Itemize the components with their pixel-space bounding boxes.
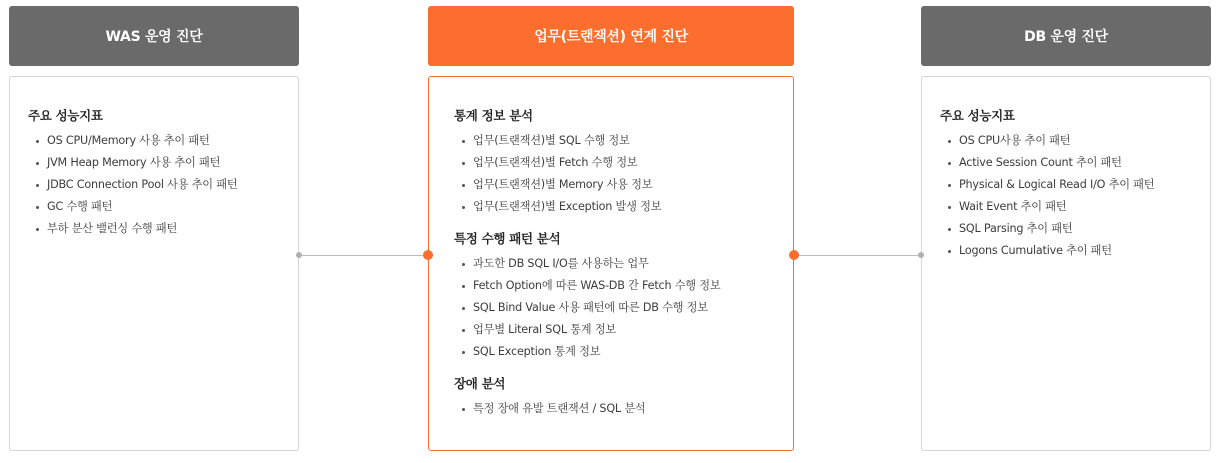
list-item: OS CPU사용 추이 패턴 [940, 130, 1192, 152]
list-item: Wait Event 추이 패턴 [940, 196, 1192, 218]
list-item: 과도한 DB SQL I/O를 사용하는 업무 [454, 253, 775, 275]
db-diagnosis-column [921, 6, 1211, 451]
connector-line-left [299, 255, 428, 256]
list-item: Active Session Count 추이 패턴 [940, 152, 1192, 174]
section-title: 특정 수행 패턴 분석 [454, 231, 561, 246]
was-diagnosis-header [9, 6, 299, 66]
list-item: 업무별 Literal SQL 통계 정보 [454, 319, 775, 341]
list-item: SQL Parsing 추이 패턴 [940, 218, 1192, 240]
list-item: JVM Heap Memory 사용 추이 패턴 [28, 152, 280, 174]
section-title: 주요 성능지표 [940, 108, 1015, 123]
list-item: Logons Cumulative 추이 패턴 [940, 240, 1192, 262]
list-item: GC 수행 패턴 [28, 196, 280, 218]
tx-section-statistics [454, 108, 775, 218]
list-item: Fetch Option에 따른 WAS-DB 간 Fetch 수행 정보 [454, 275, 775, 297]
section-title: 통계 정보 분석 [454, 108, 533, 123]
was-diagnosis-column [9, 6, 299, 451]
list-item: 업무(트랜잭션)별 Exception 발생 정보 [454, 196, 775, 218]
list-item: JDBC Connection Pool 사용 추이 패턴 [28, 174, 280, 196]
list-item: 업무(트랜잭션)별 SQL 수행 정보 [454, 130, 775, 152]
list-item: SQL Bind Value 사용 패턴에 따른 DB 수행 정보 [454, 297, 775, 319]
list-item: 업무(트랜잭션)별 Fetch 수행 정보 [454, 152, 775, 174]
connector-line-right [794, 255, 921, 256]
db-diagnosis-title: DB 운영 진단 [1024, 29, 1108, 45]
db-diagnosis-header [921, 6, 1211, 66]
connector-dot-was [296, 252, 302, 258]
was-section-performance [28, 108, 280, 240]
db-section-performance [940, 108, 1192, 262]
transaction-diagnosis-header [428, 6, 794, 66]
tx-section-pattern [454, 231, 775, 363]
list-item: 특정 장애 유발 트랜잭션 / SQL 분석 [454, 398, 775, 420]
list-item: Physical & Logical Read I/O 추이 패턴 [940, 174, 1192, 196]
tx-section-failure [454, 376, 775, 420]
list-item: OS CPU/Memory 사용 추이 패턴 [28, 130, 280, 152]
was-diagnosis-box [9, 76, 299, 451]
db-diagnosis-box [921, 76, 1211, 451]
transaction-diagnosis-column [428, 6, 794, 451]
list-item: 업무(트랜잭션)별 Memory 사용 정보 [454, 174, 775, 196]
connector-dot-transaction-right [789, 250, 799, 260]
was-diagnosis-title: WAS 운영 진단 [105, 29, 203, 45]
connector-dot-transaction-left [423, 250, 433, 260]
connector-dot-db [918, 252, 924, 258]
transaction-diagnosis-title: 업무(트랜잭션) 연계 진단 [534, 29, 688, 45]
transaction-diagnosis-box [428, 76, 794, 451]
list-item: SQL Exception 통계 정보 [454, 341, 775, 363]
section-title: 장애 분석 [454, 376, 506, 391]
section-title: 주요 성능지표 [28, 108, 103, 123]
list-item: 부하 분산 밸런싱 수행 패턴 [28, 218, 280, 240]
